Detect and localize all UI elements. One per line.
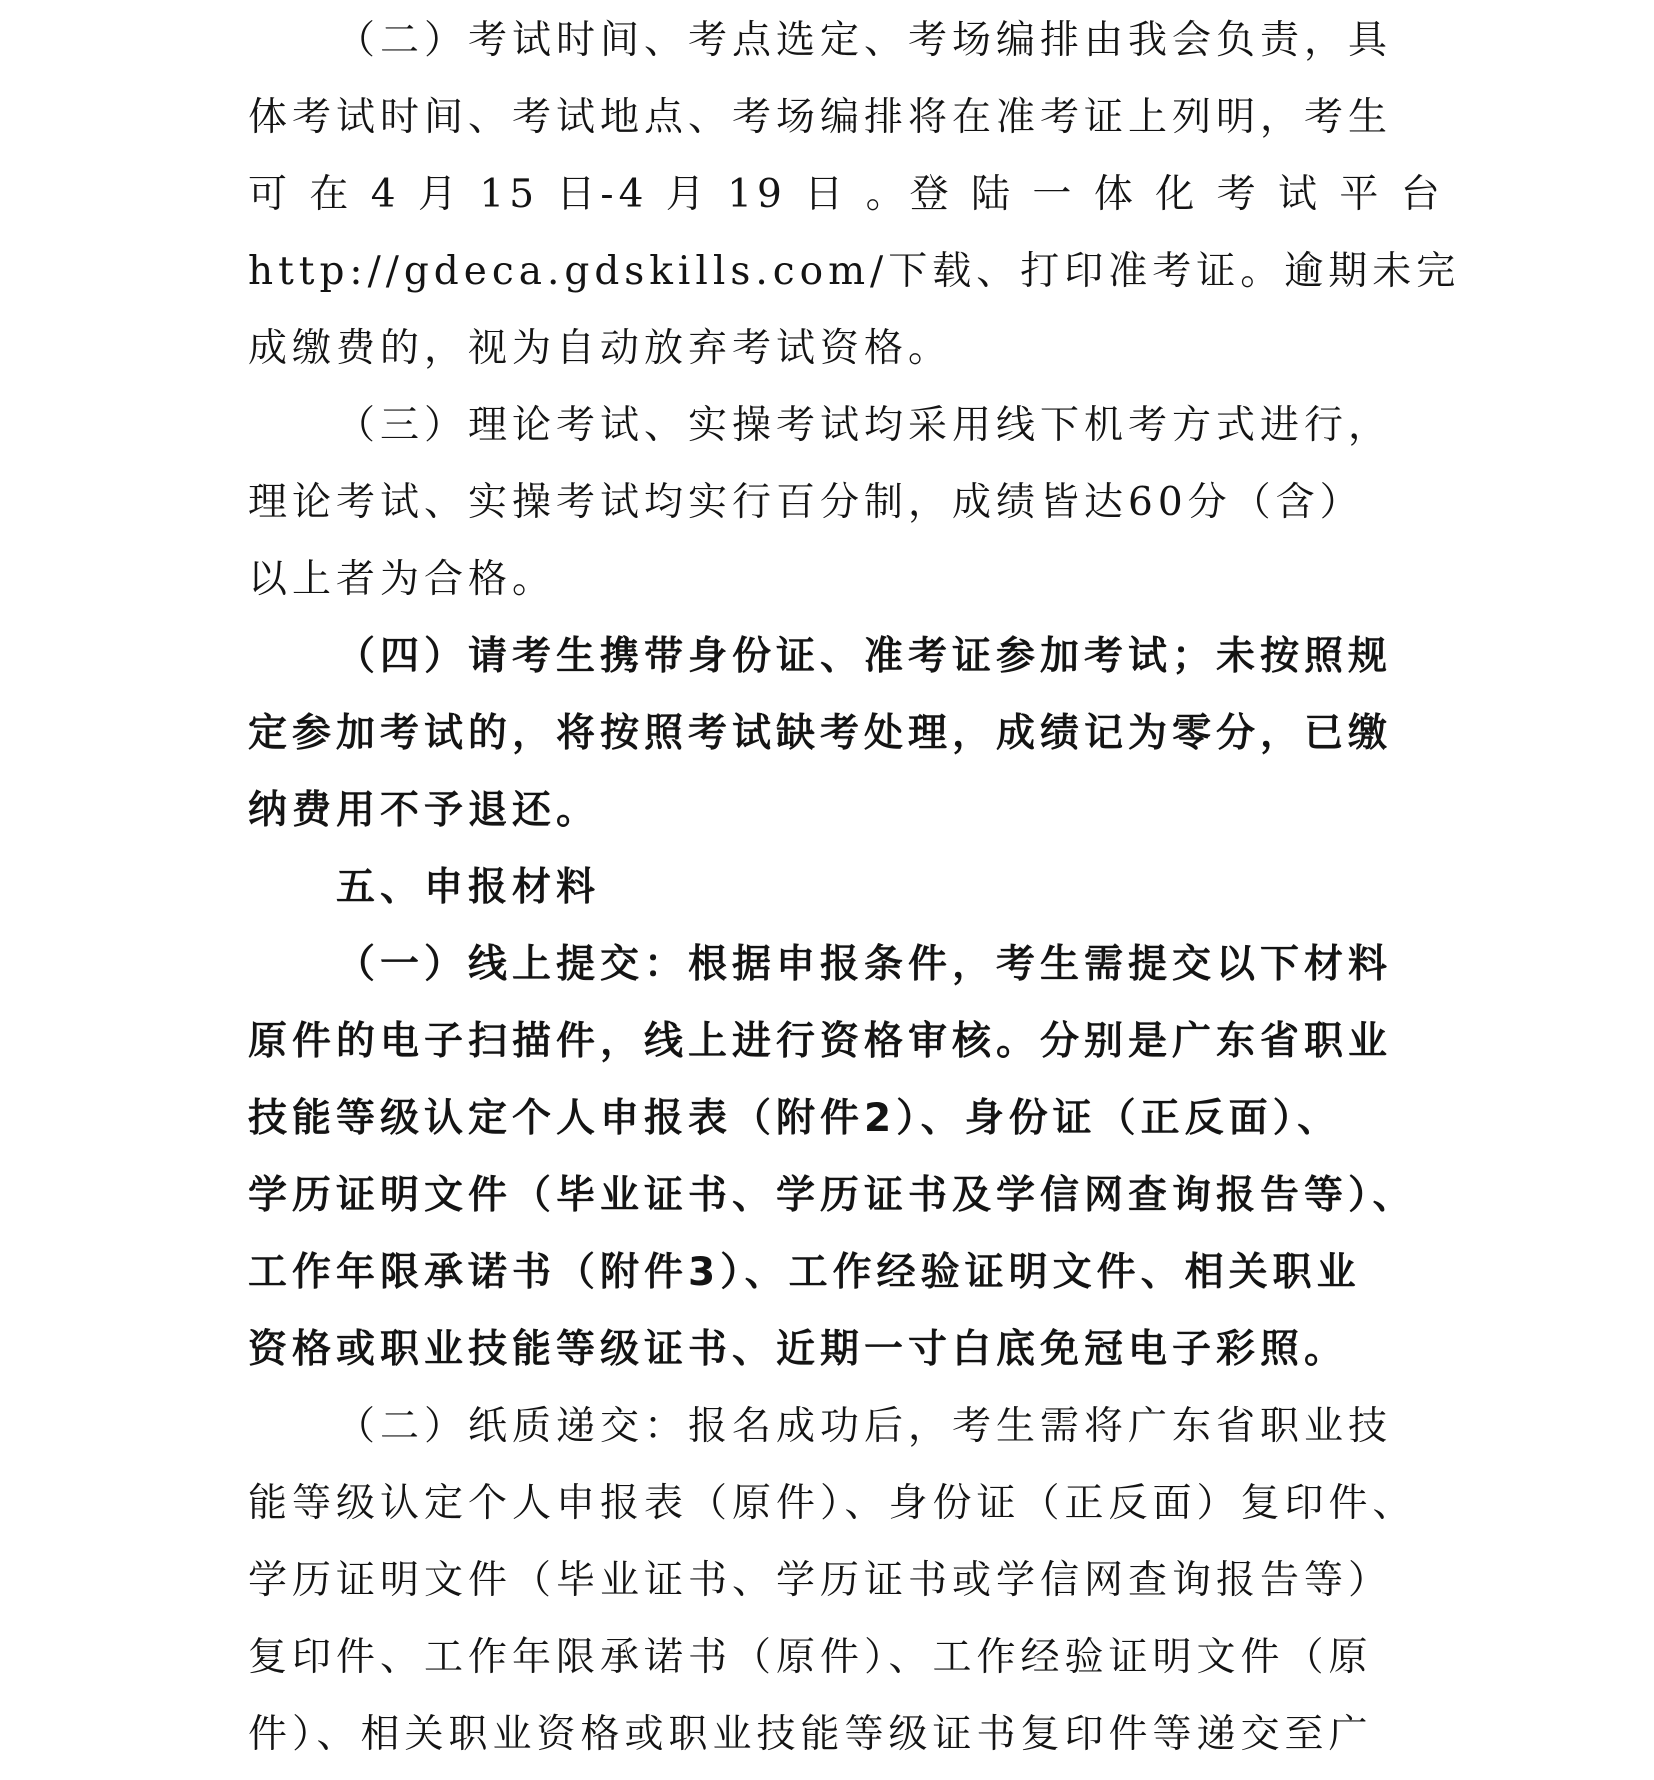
para-2-line-3: 可 在 4 月 15 日-4 月 19 日 。登 陆 一 体 化 考 试 平 台 — [248, 172, 1445, 217]
para-2-line-1: （二）考试时间、考点选定、考场编排由我会负责，具 — [336, 18, 1393, 63]
paper-para-line-4: 复印件、工作年限承诺书（原件）、工作经验证明文件（原 — [248, 1635, 1373, 1680]
para-2-line-2: 体考试时间、考试地点、考场编排将在准考证上列明，考生 — [248, 95, 1393, 140]
section-heading-5: 五、申报材料 — [336, 865, 601, 910]
para-3-line-1: （三）理论考试、实操考试均采用线下机考方式进行， — [336, 403, 1393, 448]
para-4-line-2: 定参加考试的，将按照考试缺考处理，成绩记为零分，已缴 — [248, 711, 1393, 756]
online-para-line-6: 资格或职业技能等级证书、近期一寸白底免冠电子彩照。 — [248, 1327, 1349, 1372]
paper-para-line-1: （二）纸质递交：报名成功后，考生需将广东省职业技 — [336, 1404, 1393, 1449]
online-para-line-3: 技能等级认定个人申报表（附件2）、身份证（正反面）、 — [248, 1096, 1342, 1141]
online-para-line-1: （一）线上提交：根据申报条件，考生需提交以下材料 — [336, 942, 1393, 987]
para-2-line-4: http://gdeca.gdskills.com/下载、打印准考证。逾期未完 — [248, 249, 1461, 294]
para-2-line-5: 成缴费的，视为自动放弃考试资格。 — [248, 326, 953, 371]
para-3-line-2: 理论考试、实操考试均实行百分制，成绩皆达60分（含） — [248, 480, 1364, 525]
online-para-line-4: 学历证明文件（毕业证书、学历证书及学信网查询报告等）、 — [248, 1173, 1417, 1218]
online-para-line-5: 工作年限承诺书（附件3）、工作经验证明文件、相关职业 — [248, 1250, 1361, 1295]
online-para-line-2: 原件的电子扫描件，线上进行资格审核。分别是广东省职业 — [248, 1019, 1393, 1064]
paper-para-line-3: 学历证明文件（毕业证书、学历证书或学信网查询报告等） — [248, 1558, 1393, 1603]
paper-para-line-2: 能等级认定个人申报表（原件）、身份证（正反面）复印件、 — [248, 1481, 1417, 1526]
para-3-line-3: 以上者为合格。 — [248, 557, 557, 602]
para-4-line-3: 纳费用不予退还。 — [248, 788, 601, 833]
paper-para-line-5: 件）、相关职业资格或职业技能等级证书复印件等递交至广 — [248, 1712, 1373, 1757]
para-4-line-1: （四）请考生携带身份证、准考证参加考试；未按照规 — [336, 634, 1393, 679]
